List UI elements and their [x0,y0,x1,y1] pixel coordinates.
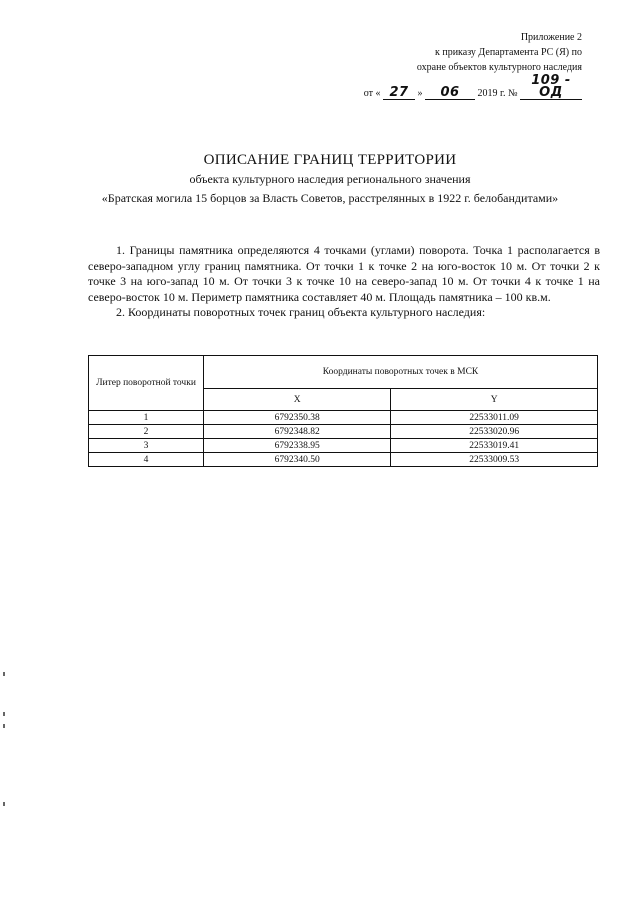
date-prefix: от « [363,88,381,99]
object-name: «Братская могила 15 борцов за Власть Советов, расстрелянных в 1922 г. белобандитами» [101,191,559,205]
appendix-title: Приложение 2 [520,32,582,43]
table-row [89,453,598,467]
paragraph-coordinates-intro: 2. Координаты поворотных точек границ объекта культурного наследия: [116,305,486,320]
date-mid: » [417,88,423,99]
table-row [89,439,598,453]
order-number: 109 - ОД [520,75,582,100]
scan-margin-mark [3,672,5,676]
scan-margin-mark [3,724,5,728]
appendix-order-ref: к приказу Департамента РС (Я) по [434,47,582,58]
coordinates-table [88,355,598,467]
table-row [89,425,598,439]
cell-y: 22533020.96 [391,425,598,439]
appendix-department: охране объектов культурного наследия [416,62,582,73]
table-row [89,411,598,425]
table-header-row [89,356,598,389]
header-msk-coordinates: Координаты поворотных точек в МСК [204,356,598,389]
cell-point: 1 [89,411,204,425]
cell-x: 6792340.50 [204,453,391,467]
appendix-header [262,30,582,101]
document-title: ОПИСАНИЕ ГРАНИЦ ТЕРРИТОРИИ [203,152,457,168]
date-day: 27 [383,87,415,100]
appendix-date-line [262,75,582,101]
object-category: объекта культурного наследия регионального значения [189,172,471,186]
cell-point: 4 [89,453,204,467]
cell-x: 6792348.82 [204,425,391,439]
cell-x: 6792338.95 [204,439,391,453]
body-text [88,243,600,321]
cell-y: 22533009.53 [391,453,598,467]
scan-margin-mark [3,712,5,716]
paragraph-boundaries: 1. Границы памятника определяются 4 точками (углами) поворота. Точка 1 располагается в северо-западном углу границ памятника. От точки 1 к точке 2 на юго-восток 10 м. От точки 2 к точке 3 на юго-запад 10 м. От точки 3 к точке 10 на северо-запад 10 м. От точки 4 к точке 1 на северо-восток 10 м. Периметр памятника составляет 40 м. Площадь памятника – 100 кв.м. [88,243,600,304]
cell-x: 6792350.38 [204,411,391,425]
header-point-letter: Литер поворотной точки [89,356,204,411]
header-y: Y [391,389,598,411]
scan-margin-mark [3,802,5,806]
cell-point: 3 [89,439,204,453]
cell-y: 22533019.41 [391,439,598,453]
date-month: 06 [425,87,475,100]
cell-point: 2 [89,425,204,439]
date-year: 2019 г. № [477,88,518,99]
header-x: X [204,389,391,411]
cell-y: 22533011.09 [391,411,598,425]
title-block [60,150,600,208]
